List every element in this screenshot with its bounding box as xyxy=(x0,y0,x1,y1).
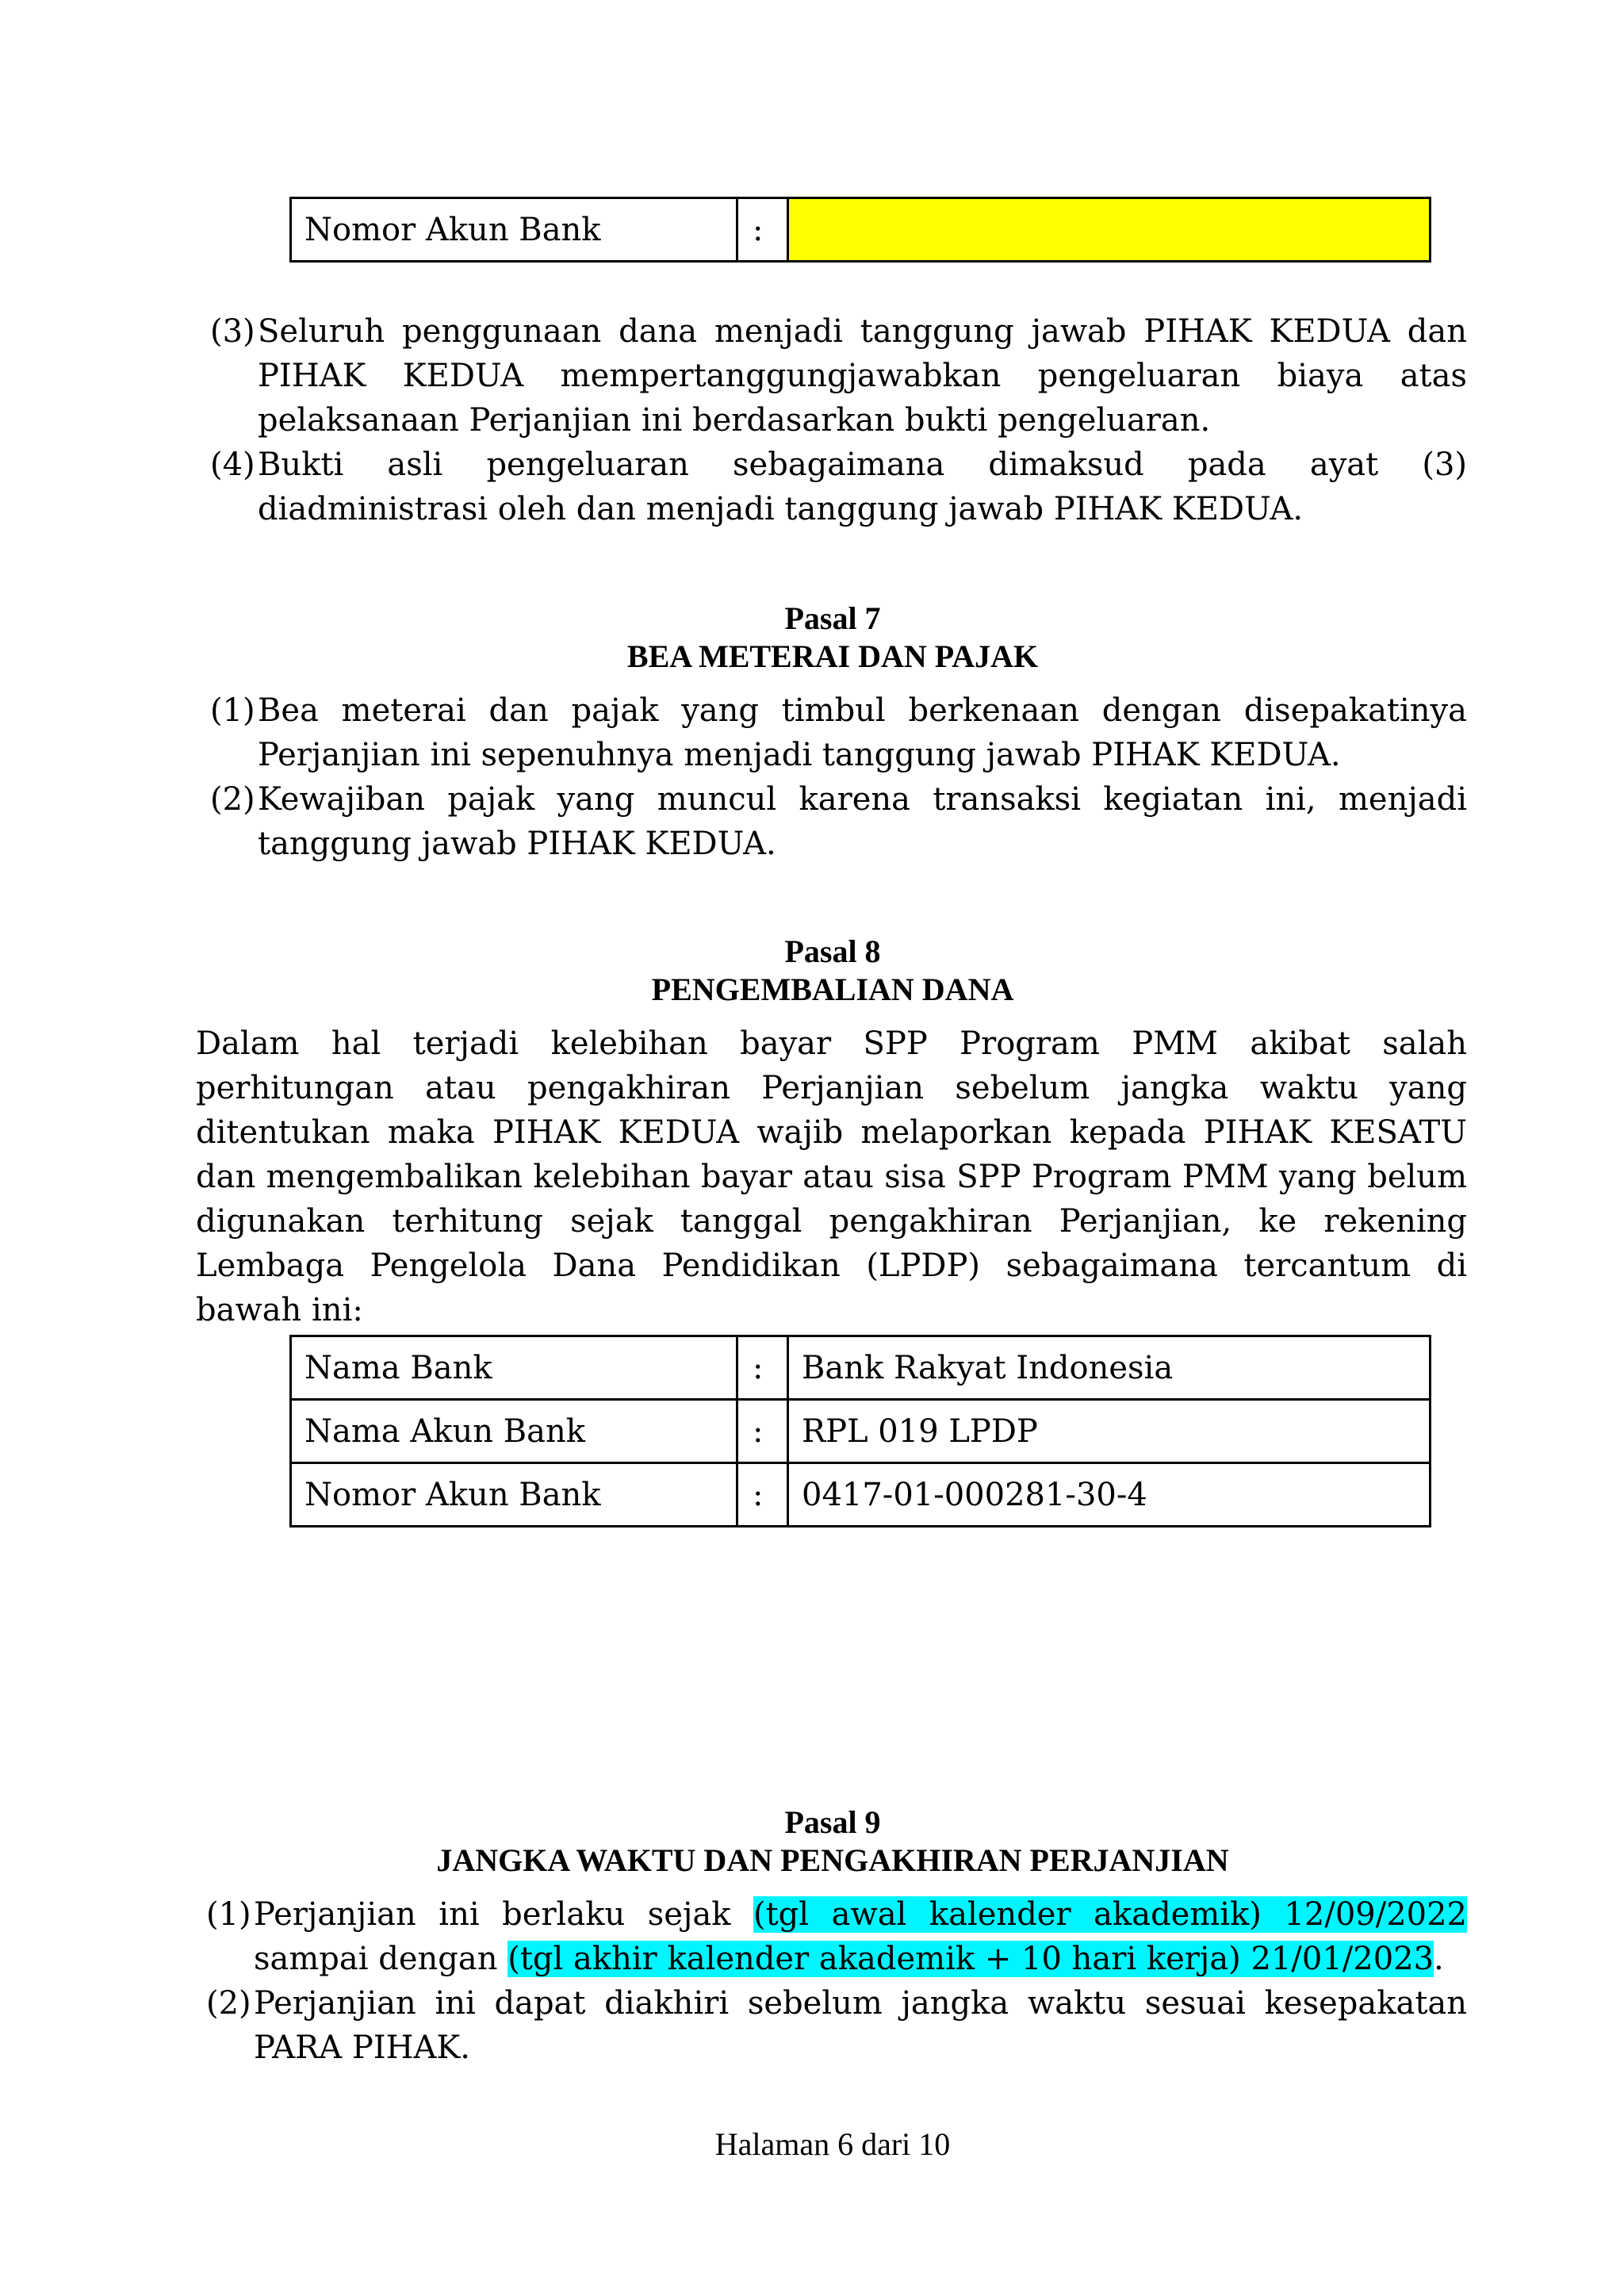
table-row xyxy=(291,1463,1431,1527)
table-cell-colon: : xyxy=(737,198,788,262)
table-cell-colon: : xyxy=(737,1400,788,1463)
table-cell-label: Nomor Akun Bank xyxy=(291,1463,737,1527)
pasal8-title: PENGEMBALIAN DANA xyxy=(651,972,1014,1007)
table-cell-label: Nomor Akun Bank xyxy=(291,198,737,262)
table-cell-value: 0417-01-000281-30-4 xyxy=(788,1463,1431,1527)
list-pasal9 xyxy=(206,1892,1467,2070)
table-cell-label: Nama Bank xyxy=(291,1336,737,1400)
pasal7-number: Pasal 7 xyxy=(784,600,881,636)
table-cell-colon: : xyxy=(737,1336,788,1400)
table-row xyxy=(291,1400,1431,1463)
item-number: (2) xyxy=(210,781,255,818)
list-pasal6-continued xyxy=(210,309,1467,531)
item-text: Bea meterai dan pajak yang timbul berkenaan dengan disepakatinya Perjanjian ini sepenuhnya menjadi tanggung jawab PIHAK KEDUA. xyxy=(258,692,1467,773)
item-number: (1) xyxy=(206,1896,251,1933)
list-item xyxy=(206,1892,1467,1981)
pasal7-title: BEA METERAI DAN PAJAK xyxy=(626,638,1039,674)
table-row xyxy=(291,198,1431,262)
table-row xyxy=(291,1336,1431,1400)
text-segment: . xyxy=(1434,1941,1444,1977)
list-item xyxy=(206,1981,1467,2070)
pasal8-paragraph: Dalam hal terjadi kelebihan bayar SPP Program PMM akibat salah perhitungan atau pengakhiran Perjanjian sebelum jangka waktu yang ditentukan maka PIHAK KEDUA wajib melaporkan kepada PIHAK KESATU dan mengembalikan kelebihan bayar atau sisa SPP Program PMM yang belum digunakan terhitung sejak tanggal pengakhiran Perjanjian, ke rekening Lembaga Pengelola Dana Pendidikan (LPDP) sebagaimana tercantum di bawah ini: xyxy=(196,1025,1467,1328)
table-cell-value: RPL 019 LPDP xyxy=(788,1400,1431,1463)
table-cell-value-highlighted xyxy=(788,198,1431,262)
item-text: Perjanjian ini dapat diakhiri sebelum jangka waktu sesuai kesepakatan PARA PIHAK. xyxy=(254,1985,1467,2066)
highlight-end-date: (tgl akhir kalender akademik + 10 hari kerja) 21/01/2023 xyxy=(508,1941,1434,1977)
list-pasal7 xyxy=(210,688,1467,866)
list-item xyxy=(210,777,1467,866)
pasal8-number: Pasal 8 xyxy=(784,933,881,969)
bank-account-table-top xyxy=(289,197,1431,263)
list-item xyxy=(210,309,1467,443)
item-number: (2) xyxy=(206,1985,251,2022)
item-text: Kewajiban pajak yang muncul karena transaksi kegiatan ini, menjadi tanggung jawab PIHAK KEDUA. xyxy=(258,781,1467,862)
list-item xyxy=(210,688,1467,777)
list-item xyxy=(210,443,1467,531)
item-text xyxy=(254,1892,1467,1981)
item-text: Seluruh penggunaan dana menjadi tanggung jawab PIHAK KEDUA dan PIHAK KEDUA mempertanggungjawabkan pengeluaran biaya atas pelaksanaan Perjanjian ini berdasarkan bukti pengeluaran. xyxy=(258,313,1467,439)
page-footer: Halaman 6 dari 10 xyxy=(714,2126,951,2162)
pasal9-title: JANGKA WAKTU DAN PENGAKHIRAN PERJANJIAN xyxy=(436,1842,1229,1878)
lpdp-bank-table xyxy=(289,1335,1431,1527)
text-segment: sampai dengan xyxy=(254,1941,508,1977)
pasal9-number: Pasal 9 xyxy=(784,1804,881,1840)
item-number: (4) xyxy=(210,447,255,483)
item-text: Bukti asli pengeluaran sebagaimana dimaksud pada ayat (3) diadministrasi oleh dan menjadi tanggung jawab PIHAK KEDUA. xyxy=(258,447,1467,527)
item-number: (1) xyxy=(210,692,255,729)
table-cell-colon: : xyxy=(737,1463,788,1527)
table-cell-value: Bank Rakyat Indonesia xyxy=(788,1336,1431,1400)
table-cell-label: Nama Akun Bank xyxy=(291,1400,737,1463)
text-segment: Perjanjian ini berlaku sejak xyxy=(254,1896,753,1933)
highlight-start-date: (tgl awal kalender akademik) 12/09/2022 xyxy=(753,1896,1467,1933)
item-number: (3) xyxy=(210,313,255,350)
